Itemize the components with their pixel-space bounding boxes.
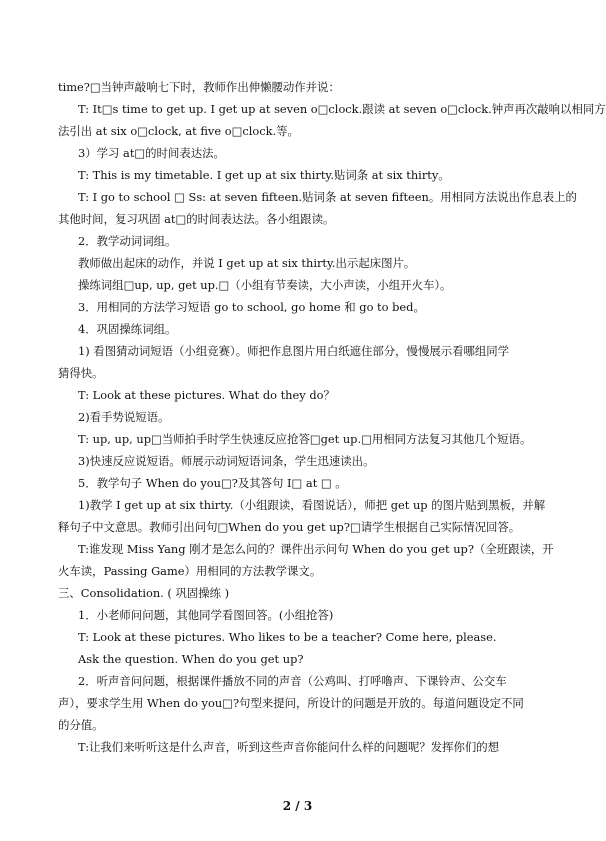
text-line-23: 火车读，Passing Game）用相同的方法教学课文。 [58, 564, 322, 578]
text-line-14: 猜得快。 [58, 366, 104, 380]
text-line-12: 4．巩固操练词组。 [78, 322, 177, 336]
text-line-11: 3．用相同的方法学习短语 go to school, go home 和 go to bed。 [78, 300, 425, 314]
page-number: 2 / 3 [282, 799, 313, 813]
text-line-28: 2．听声音问问题，根据课件播放不同的声音（公鸡叫、打呼噜声、下课铃声、公交车 [78, 674, 507, 688]
text-line-19: 5．教学句子 When do you□?及其答句 I□ at □ 。 [78, 476, 347, 490]
text-line-16: 2)看手势说短语。 [78, 410, 170, 424]
text-line-9: 教师做出起床的动作，并说 I get up at six thirty.出示起床图片。 [78, 256, 416, 270]
text-line-27: Ask the question. When do you get up? [78, 652, 304, 666]
text-line-26: T: Look at these pictures. Who likes to be a teacher? Come here, please. [78, 630, 497, 644]
text-line-25: 1．小老师问问题，其他同学看图回答。(小组抢答) [78, 608, 334, 622]
text-line-17: T: up, up, up□当师拍手时学生快速反应抢答□get up.□用相同方法复习其他几个短语。 [78, 432, 532, 446]
text-line-4: 3）学习 at□的时间表达法。 [78, 146, 225, 160]
text-line-1: time?□当钟声敲响七下时，教师作出伸懒腰动作并说： [58, 80, 340, 94]
text-line-8: 2．教学动词词组。 [78, 234, 177, 248]
text-line-2: T: It□s time to get up. I get up at seven o□clock.跟读 at seven o□clock.钟声再次敲响以相同方 [78, 102, 606, 116]
text-line-20: 1)教学 I get up at six thirty.（小组跟读，看图说话），师把 get up 的图片贴到黑板，并解 [78, 498, 546, 512]
text-line-10: 操练词组□up, up, get up.□（小组有节奏读，大小声读，小组开火车）。 [78, 278, 452, 292]
text-line-3: 法引出 at six o□clock, at five o□clock.等。 [58, 124, 299, 138]
text-line-13: 1) 看图猜动词短语（小组竞赛）。师把作息图片用白纸遮住部分，慢慢展示看哪组同学 [78, 344, 510, 358]
text-line-29: 声），要求学生用 When do you□?句型来提问，所设计的问题是开放的。每道问题设定不同 [58, 696, 524, 710]
text-line-31: T:让我们来听听这是什么声音，听到这些声音你能问什么样的问题呢？发挥你们的想 [78, 740, 500, 754]
text-line-7: 其他时间，复习巩固 at□的时间表达法。各小组跟读。 [58, 212, 335, 226]
text-line-30: 的分值。 [58, 718, 104, 732]
text-line-5: T: This is my timetable. I get up at six thirty.贴词条 at six thirty。 [78, 168, 450, 182]
text-line-15: T: Look at these pictures. What do they do？ [78, 388, 335, 402]
text-line-6: T: I go to school □ Ss: at seven fifteen.贴词条 at seven fifteen。用相同方法说出作息表上的 [78, 190, 577, 204]
text-line-21: 释句子中文意思。教师引出问句□When do you get up?□请学生根据自己实际情况回答。 [58, 520, 521, 534]
text-line-18: 3)快速反应说短语。师展示动词短语词条，学生迅速读出。 [78, 454, 375, 468]
section-heading-consolidation: 三、Consolidation. ( 巩固操练 ) [58, 586, 230, 600]
text-line-22: T:谁发现 Miss Yang 刚才是怎么问的？课件出示问句 When do you get up?（全班跟读，开 [78, 542, 554, 556]
